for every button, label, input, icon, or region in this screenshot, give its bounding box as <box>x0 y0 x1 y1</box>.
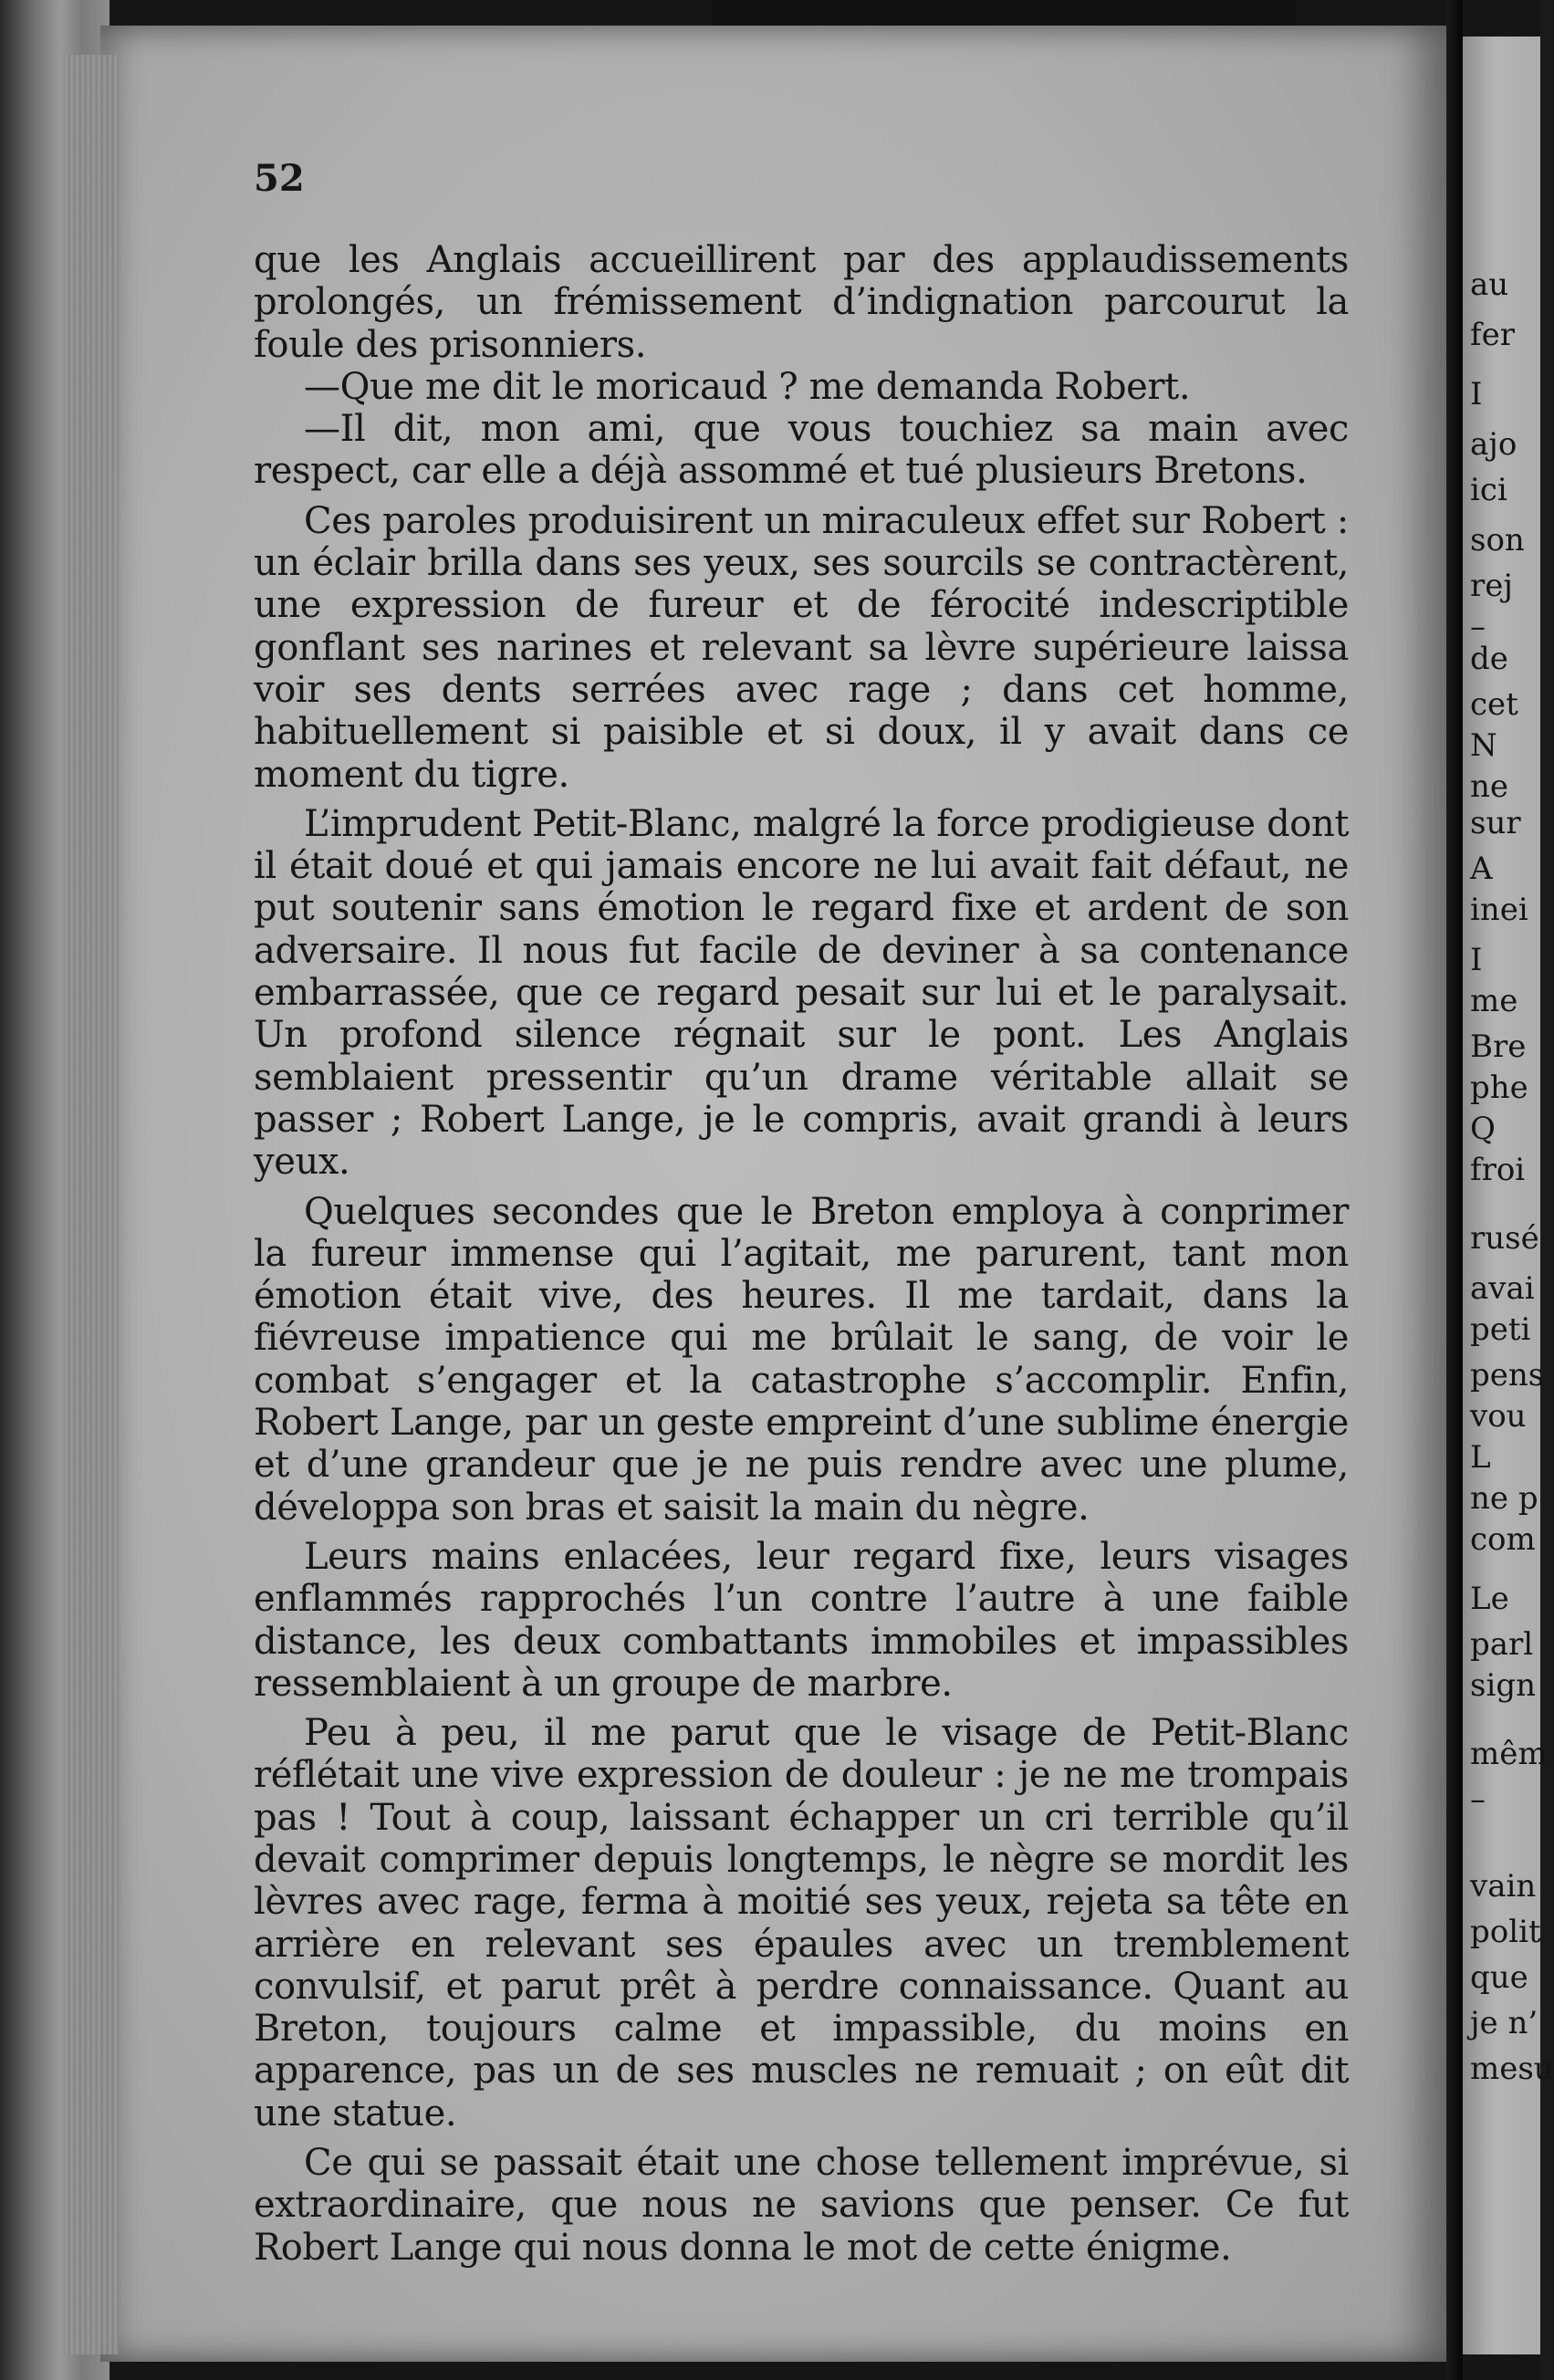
adjacent-page-text: ne p <box>1470 1480 1538 1517</box>
adjacent-page-text: vain <box>1470 1868 1537 1905</box>
adjacent-page-text: – <box>1470 1781 1486 1818</box>
adjacent-page-text: vou <box>1470 1398 1527 1435</box>
paragraph: Leurs mains enlacées, leur regard fixe, leurs visages enflammés rapprochés l’un contre l’autre à une faible distance, les deux combattants immobiles et impassibles ressemblaient à un groupe de marbre. <box>254 1535 1349 1705</box>
adjacent-page-text: inei <box>1470 892 1528 928</box>
top-shadow-band <box>712 0 1296 26</box>
adjacent-page-text: ici <box>1470 472 1507 508</box>
adjacent-page-text: je n’ <box>1470 2005 1538 2041</box>
adjacent-page-text: son <box>1470 522 1525 558</box>
adjacent-page-text: fer <box>1470 317 1515 353</box>
paragraph: —Il dit, mon ami, que vous touchiez sa main avec respect, car elle a déjà assommé et tué plusieurs Bretons. <box>254 408 1349 493</box>
paragraph: Ce qui se passait était une chose tellement imprévue, si extraordinaire, que nous ne savions que penser. Ce fut Robert Lange qui nous donna le mot de cette énigme. <box>254 2142 1349 2269</box>
adjacent-page-text: parl <box>1470 1626 1534 1663</box>
adjacent-page-text: Q <box>1470 1111 1496 1147</box>
adjacent-page-text: me <box>1470 983 1518 1019</box>
adjacent-page-text: froi <box>1470 1152 1526 1188</box>
adjacent-page-text: rusé <box>1470 1220 1539 1257</box>
adjacent-page-text: de <box>1470 641 1508 677</box>
adjacent-page-text: phe <box>1470 1070 1528 1106</box>
adjacent-page-text: cet <box>1470 686 1518 723</box>
adjacent-page-text: peti <box>1470 1311 1531 1348</box>
adjacent-page-text: I <box>1470 376 1483 412</box>
adjacent-page-fragment <box>1463 37 1554 2354</box>
adjacent-page-text: sign <box>1470 1667 1536 1704</box>
adjacent-page-text: mêm <box>1470 1736 1548 1772</box>
adjacent-page-text: que <box>1470 1959 1528 1996</box>
page-text <box>254 239 1349 2269</box>
adjacent-page-text: I <box>1470 942 1483 978</box>
paragraph: L’imprudent Petit-Blanc, malgré la force prodigieuse dont il était doué et qui jamais encore ne lui avait fait défaut, ne put soutenir sans émotion le regard fixe et ardent de son adversaire. Il nous fut facile de deviner à sa contenance embarrassée, que ce regard pesait sur lui et le paralysait. Un profond silence régnait sur le pont. Les Anglais semblaient pressentir qu’un drame véritable allait se passer ; Robert Lange, je le compris, avait grandi à leurs yeux. <box>254 802 1349 1184</box>
adjacent-page-text: ne <box>1470 768 1509 805</box>
adjacent-page-text: sur <box>1470 805 1521 841</box>
adjacent-page-text: com <box>1470 1521 1536 1558</box>
adjacent-page-text: L <box>1470 1439 1491 1476</box>
adjacent-page-text: ajo <box>1470 426 1517 463</box>
paragraph: —Que me dit le moricaud ? me demanda Robert. <box>304 365 1191 408</box>
page-stack-edge <box>64 55 119 2354</box>
adjacent-page-text: polit <box>1470 1914 1541 1950</box>
adjacent-page-text: Bre <box>1470 1028 1527 1065</box>
adjacent-page-text: A <box>1470 851 1493 887</box>
paragraph: Peu à peu, il me parut que le visage de Petit-Blanc réflétait une vive expression de douleur : je ne me trompais pas ! Tout à coup, laissant échapper un cri terrible qu’il devait comprimer depuis longtemps, le nègre se mordit les lèvres avec rage, ferma à moitié ses yeux, rejeta sa tête en arrière en relevant ses épaules avec un tremblement convulsif, et parut prêt à perdre connaissance. Quant au Breton, toujours calme et impassible, du moins en apparence, pas un de ses muscles ne remuait ; on eût dit une statue. <box>254 1712 1349 2135</box>
adjacent-page-text: Le <box>1470 1581 1509 1617</box>
paragraph: Quelques secondes que le Breton employa à conprimer la fureur immense qui l’agitait, me parurent, tant mon émotion était vive, des heures. Il me tardait, dans la fiévreuse impatience qui me brûlait le sang, de voir le combat s’engager et la catastrophe s’accomplir. Enfin, Robert Lange, par un geste empreint d’une sublime énergie et d’une grandeur que je ne puis rendre avec une plume, développa son bras et saisit la main du nègre. <box>254 1190 1349 1529</box>
adjacent-page-text: – <box>1470 609 1486 645</box>
adjacent-page-text: mesu <box>1470 2051 1554 2087</box>
adjacent-page-text: au <box>1470 266 1509 303</box>
paragraph: que les Anglais accueillirent par des applaudissements prolongés, un frémissement d’indignation parcourut la foule des prisonniers. <box>254 239 1349 366</box>
adjacent-page-text: N <box>1470 727 1497 764</box>
paragraph: Ces paroles produisirent un miraculeux effet sur Robert : un éclair brilla dans ses yeux, ses sourcils se contractèrent, une expression de fureur et de férocité indescriptible gonflant ses narines et relevant sa lèvre supérieure laissa voir ses dents serrées avec rage ; dans cet homme, habituellement si paisible et si doux, il y avait dans ce moment du tigre. <box>254 499 1349 796</box>
adjacent-page-text: rej <box>1470 568 1513 604</box>
adjacent-page-text: avai <box>1470 1270 1535 1307</box>
adjacent-page-text: pens <box>1470 1357 1545 1394</box>
page-number: 52 <box>254 157 305 200</box>
book-gutter <box>1446 0 1463 2380</box>
